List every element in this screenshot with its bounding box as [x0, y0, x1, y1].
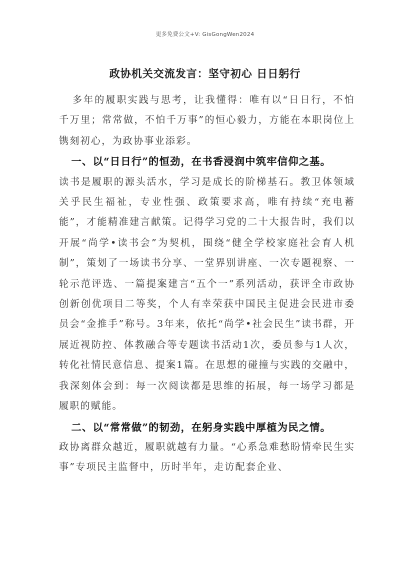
- header-note: 更多免费公文+V: GisGongWen2024: [155, 32, 255, 38]
- document-title: 政协机关交流发言：坚守初心 日日躬行: [109, 68, 301, 80]
- section-paragraph-1: 读书是履职的源头活水，学习是成长的阶梯基石。教卫体领域关乎民生福祉，专业性强、政策要求高，唯有持续“充电蓄能”，才能精准建言献策。记得学习党的二十大报告时，我们以开展“尚学•读书会”为契机，围绕“健全学校家庭社会育人机制”，策划了一场读书分享、一堂界别讲座、一次专题视察、一轮示范评选、一篇提案建言“五个一”系列活动，获评全市政协创新创优项目二等奖，个人有幸荣获中国民主促进会民进市委员会“金推手”称号。3年来，依托“尚学•社会民生”读书群，开展近视防控、体教融合等专题读书活动1次，委员参与1人次，转化社情民意信息、提案1篇。在思想的碰撞与实践的交融中，我深刻体会到：每一次阅读都是思维的拓展，每一场学习都是履职的赋能。: [59, 176, 355, 413]
- intro-paragraph: 多年的履职实践与思考，让我懂得：唯有以“日日行，不怕千万里；常常做，不怕千万事”的恒心毅力，方能在本职岗位上镌刻初心，为政协事业添彩。: [59, 95, 355, 147]
- section-heading-2: 二、以“常常做”的韧劲，在躬身实践中厚植为民之情。: [71, 421, 332, 434]
- section-paragraph-2: 政协离群众越近，履职就越有力量。“心系急难愁盼情牵民生实事”专项民主监督中，历时半年，走访配套企业、: [59, 441, 355, 474]
- document-body: [59, 91, 355, 479]
- section-heading-1: 一、以“日日行”的恒劲，在书香浸润中筑牢信仰之基。: [71, 156, 332, 169]
